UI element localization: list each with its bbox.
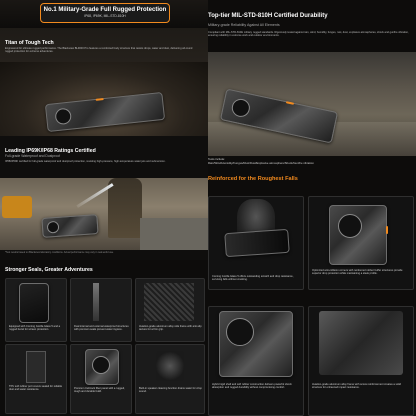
camera-icon (54, 108, 72, 126)
ip-heading: Leading IP69K/IP68 Ratings Certified (5, 148, 96, 154)
seal-caption: Dual internal and external waterproof structures with premium seals prevent water ingress. (74, 325, 129, 332)
jet-wash-scene (0, 178, 208, 250)
mil-std-section (208, 0, 416, 170)
fall-tile-hybrid (208, 306, 304, 416)
worker-image (108, 178, 142, 238)
phone-back-image (85, 349, 119, 385)
ip-section (0, 136, 208, 260)
fall-caption: Optimized anti-collision corners with reinforced rubber buffer structures provide superior drop protection while maintaining a sleek profile. (312, 269, 403, 276)
accent-button-icon (386, 226, 388, 234)
falls-section (208, 170, 416, 416)
seal-tile-speaker (135, 344, 205, 414)
tests-list: Rain/Wind/Humidity/Fungus/Rust/Dust/Explosive atmosphere/Shock/Gunfire vibration (208, 161, 314, 165)
fall-caption: Aviation-grade aluminum alloy frame with screw reinforcement creates a solid structure for enhanced impact resistance. (312, 383, 401, 390)
seal-tile-ports (5, 344, 67, 414)
fall-caption: Hybrid rigid shell and soft rubber construction delivers powerful shock absorption and rugged durability without compromising comfort. (212, 383, 292, 390)
seal-tile-frame (135, 278, 205, 342)
camera-icon (92, 356, 110, 374)
seal-structure-image (93, 283, 99, 321)
fall-caption: Corning Gorilla Glass 5 offers outstanding scratch and drop resistance, surviving falls without cracking. (212, 275, 294, 282)
accent-button-icon (286, 101, 294, 105)
seal-caption: Equipped with Corning Gorilla Glass 5 and a rugged bezel for screen protection. (9, 325, 61, 332)
corner-phone-image (329, 205, 387, 265)
seal-tile-glass (5, 278, 67, 342)
banner-title: No.1 Military-Grade Full Rugged Protection (43, 7, 167, 13)
accent-button-icon (96, 98, 104, 101)
camera-icon (338, 214, 362, 238)
falls-heading: Reinforced for the Roughest Falls (208, 176, 298, 182)
seal-caption: Aviation-grade aluminum alloy side frame with anti-slip texture for a firm grip. (139, 325, 202, 332)
fall-tile-corners (308, 196, 414, 290)
camera-icon (226, 318, 254, 346)
speaker-image (156, 351, 184, 381)
seal-caption: Premium Cell-lock fiber panel with a rugged, tough and durable build. (74, 387, 125, 394)
fall-tile-aluminum (308, 306, 414, 416)
concrete-block-image (140, 218, 208, 250)
ip-body: IP68/IP69K certified for full-grade waterproof and dustproof protection, resisting high-pressure, high-temperature water jets and submersion. (5, 160, 166, 163)
stronger-seals-section (0, 260, 208, 416)
hybrid-phone-image (219, 311, 293, 377)
camera-icon (47, 221, 60, 234)
left-banner (0, 0, 208, 28)
wet-phone-image (41, 214, 98, 238)
titan-section (0, 28, 208, 136)
seal-tile-panel (70, 344, 132, 414)
rugged-badge (40, 3, 170, 23)
aluminum-frame-image (319, 311, 403, 375)
screen-phone-image (224, 229, 290, 257)
mil-heading: Top-tier MIL-STD-810H Certified Durability (208, 13, 328, 19)
seal-caption: Built-in speaker cleaning function drains water for crisp sound. (139, 387, 202, 394)
excavator-image (2, 196, 32, 218)
titan-body: Engineered for ultimate rugged performance. The Blackview BL9000 Pro features a reinforced body structure that resists drops, water and dust, delivering all-round rugged protection for extreme adventures. (5, 47, 193, 53)
seal-tile-waterproof (70, 278, 132, 342)
accent-button-icon (319, 311, 324, 329)
banner-subtitle: IP68, IP69K, MIL-STD-810H (84, 14, 126, 18)
mil-body: Compliant with MIL-STD-810H military rugged standards. Rigorously tested against rain, wind, humidity, fungus, rust, dust, explosive atmospheres, shock and gunfire vibration, ensuring reliability in extreme work and outdoor environments. (208, 31, 409, 37)
phone-front-image (19, 283, 49, 323)
mil-subheading: Military-grade Reliability Against All Elements (208, 23, 280, 27)
mud-scene-image (208, 52, 416, 156)
frame-texture-image (144, 283, 194, 321)
seal-caption: TPU soft rubber port covers sealed for reliable dust and water resistance. (9, 385, 63, 392)
ip-footnote: *Test results based on Blackview laboratory conditions. Actual performance may vary in real-world use. (5, 251, 114, 254)
titan-heading: Titan of Tough Tech (5, 40, 54, 46)
camera-icon (230, 97, 251, 118)
stronger-heading: Stronger Seals, Greater Adventures (5, 267, 93, 273)
tests-label: Tests include: (208, 157, 225, 161)
ip-subheading: Full-grade Waterproof and Dustproof (5, 154, 61, 158)
fall-tile-gorilla (208, 196, 304, 290)
port-cover-image (26, 351, 46, 383)
